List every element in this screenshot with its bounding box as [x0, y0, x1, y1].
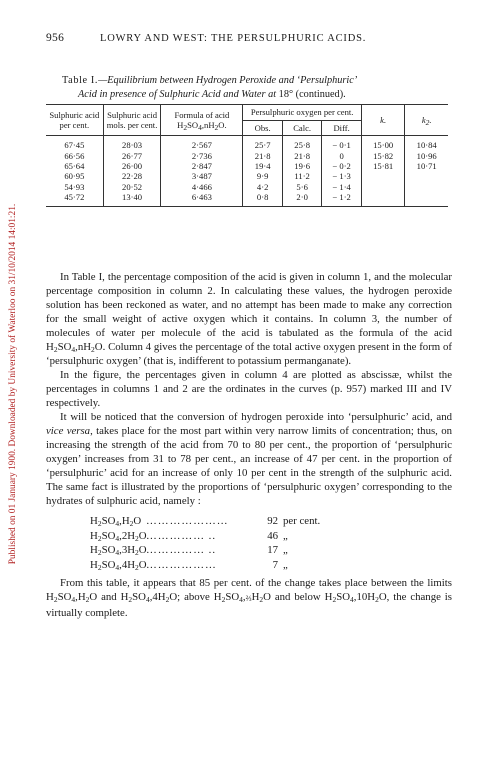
cell-diff: − 0·1 — [322, 136, 361, 151]
cell-obs: 0·8 — [243, 192, 282, 207]
hydrates-list — [90, 514, 452, 572]
paragraph-2: In the figure, the percentages given in column 4 are plotted as abscissæ, whilst the percentages in columns 1 and 2 are the ordinates in the curves (p. 957) marked III and IV respectively. — [46, 369, 452, 409]
col-header-obs: Obs. — [243, 121, 282, 136]
body-text — [46, 270, 452, 620]
col-group-persulphuric: Persulphuric oxygen per cent. — [243, 105, 361, 121]
cell-k — [361, 171, 405, 181]
paragraph-3: It will be noticed that the conversion of hydrogen peroxide into ‘persulphuric’ acid, and vice versa, takes place for the most part within very narrow limits of concentration; thus, on increasing the strength of the acid from 70 to 80 per cent., the proportion of ‘persulphuric oxygen’ increases from 31 to 78 per cent., an increase of 47 per cent. in the proportion of ‘persulphuric’ acid for an increase of only 10 per cent in the strength of the sulphuric acid. The same fact is illustrated by the proportions of ‘persulphuric oxygen’ corresponding to the hydrates of sulphuric acid, namely : — [46, 411, 452, 507]
table-row — [46, 182, 448, 192]
table-caption — [62, 74, 442, 102]
cell-obs: 25·7 — [243, 136, 282, 151]
leader-dots: ……………… — [146, 558, 217, 571]
cell-k: 15·81 — [361, 161, 405, 171]
cell-pct: 54·93 — [46, 182, 103, 192]
cell-mols: 22·28 — [103, 171, 161, 181]
page-number: 956 — [46, 32, 65, 44]
table-label: Table I. — [62, 75, 99, 86]
cell-mols: 13·40 — [103, 192, 161, 207]
table-row — [46, 192, 448, 207]
table-title-cont: Acid in presence of Sulphuric Acid and Water at — [78, 89, 277, 100]
col-header-sulphuric-pct: Sulphuric acid per cent. — [46, 105, 103, 136]
cell-k2: 10·96 — [416, 150, 437, 161]
cell-formula: 4·466 — [161, 182, 243, 192]
table-row — [46, 150, 448, 160]
cell-pct: 67·45 — [46, 136, 103, 151]
cell-calc: 25·8 — [282, 136, 321, 151]
cell-calc: 19·6 — [282, 161, 321, 171]
cell-pct: 65·64 — [46, 161, 103, 171]
table-temperature: 18° — [278, 89, 294, 100]
hydrate-unit: „ — [283, 544, 288, 556]
cell-calc: 5·6 — [282, 182, 321, 192]
col-header-k: k. — [361, 105, 405, 136]
cell-k2: 10·84 — [416, 140, 437, 151]
cell-k: 15·82 — [361, 150, 405, 160]
table-suffix: (continued). — [295, 89, 346, 100]
list-item — [90, 514, 452, 529]
col-header-sulphuric-mols: Sulphuric acid mols. per cent. — [103, 105, 161, 136]
hydrate-value: 46 — [267, 529, 278, 542]
hydrate-unit: „ — [283, 558, 288, 571]
cell-k2 — [405, 192, 448, 207]
download-watermark-text: Published on 01 January 1900. Downloaded by University of Waterloo on 31/10/2014 14:01:21. — [8, 203, 18, 565]
hydrate-formula: $H_2SO_4,3H_2O$ — [90, 544, 147, 557]
cell-k — [361, 192, 405, 207]
cell-pct: 60·95 — [46, 171, 103, 181]
cell-obs: 21·8 — [243, 150, 282, 160]
cell-formula: 2·567 — [161, 136, 243, 151]
cell-formula: 2·847 — [161, 161, 243, 171]
hydrate-value: 17 — [267, 544, 278, 556]
cell-diff: − 0·2 — [322, 161, 361, 171]
paragraph-4: From this table, it appears that 85 per cent. of the change takes place between the limits $H_2SO_4,H_2O$ and $H_2SO_4,4H_2O$; above $H_2SO_4,\frac{2}{3}H_2O$ and below $H_2SO_4,10H_2O$, the change is virtually complete. — [46, 577, 453, 619]
cell-formula: 2·736 — [161, 150, 243, 160]
hydrate-unit: „ — [283, 529, 288, 542]
table-title: —Equilibrium between Hydrogen Peroxide and ‘Persulphuric’ — [98, 75, 358, 86]
cell-mols: 28·03 — [103, 136, 161, 151]
cell-calc: 21·8 — [282, 150, 321, 160]
table-row — [46, 161, 448, 171]
cell-mols: 26·77 — [103, 150, 161, 160]
list-item — [90, 543, 452, 558]
cell-obs: 9·9 — [243, 171, 282, 181]
cell-pct: 45·72 — [46, 192, 103, 207]
cell-diff: − 1·3 — [322, 171, 361, 181]
cell-diff: 0 — [322, 150, 361, 160]
hydrate-formula: $H_2SO_4,4H_2O$ — [90, 558, 147, 572]
list-item — [90, 558, 452, 573]
hydrate-formula: $H_2SO_4,2H_2O$ — [90, 529, 147, 543]
table-row — [46, 171, 448, 181]
fraction-two-thirds: ⅔ — [245, 594, 252, 603]
hydrate-value: 7 — [272, 558, 278, 571]
hydrate-value: 92 — [267, 515, 278, 527]
cell-diff: − 1·4 — [322, 182, 361, 192]
cell-calc: 11·2 — [282, 171, 321, 181]
leader-dots: …………… .. — [146, 544, 217, 556]
cell-k: 15·00 — [361, 136, 405, 151]
cell-diff: − 1·2 — [322, 192, 361, 207]
paragraph-1: In Table I, the percentage composition of the acid is given in column 1, and the molecular percentage composition in column 2. In calculating these values, the hydrogen peroxide solution has been reckoned as water, and no attempt has been made to make any correction for the small weight of active oxygen which it contains. In column 3, the number of molecules of water per molecule of the acid is tabulated as the formula of the acid $H_2SO_4,nH_2O$. Column 4 gives the percentage of the total active oxygen present in the form of ‘persulphuric oxygen’ (that is, indifferent to potassium permanganate). — [46, 271, 452, 367]
cell-mols: 20·52 — [103, 182, 161, 192]
running-head: LOWRY AND WEST: THE PERSULPHURIC ACIDS. — [100, 33, 367, 44]
cell-k2 — [405, 182, 448, 192]
leader-dots: …………… .. — [146, 529, 217, 542]
cell-mols: 26·00 — [103, 161, 161, 171]
col-header-diff: Diff. — [322, 121, 361, 136]
cell-k2: 10·71 — [416, 160, 437, 171]
page-header — [46, 32, 446, 46]
col-header-k2: $k_2$. — [405, 105, 448, 136]
cell-formula: 3·487 — [161, 171, 243, 181]
col-header-calc: Calc. — [282, 121, 321, 136]
cell-obs: 19·4 — [243, 161, 282, 171]
cell-k — [361, 182, 405, 192]
leader-dots: ………………… — [146, 515, 229, 527]
cell-calc: 2·0 — [282, 192, 321, 207]
cell-k2 — [405, 171, 448, 181]
col-header-formula — [161, 105, 243, 136]
formula-header-hydrate: $H_2SO_4,nH_2O$. — [177, 120, 227, 132]
table-header-row — [46, 105, 448, 121]
table-row — [46, 136, 448, 151]
cell-formula: 6·463 — [161, 192, 243, 207]
download-watermark-sidebar — [0, 0, 26, 768]
hydrate-formula: $H_2SO_4,H_2O$ — [90, 515, 142, 528]
cell-obs: 4·2 — [243, 182, 282, 192]
cell-pct: 66·56 — [46, 150, 103, 160]
hydrate-unit: per cent. — [283, 515, 321, 527]
equilibrium-table — [46, 104, 448, 207]
list-item — [90, 529, 452, 544]
formula-header-label: Formula of acid — [174, 110, 230, 120]
